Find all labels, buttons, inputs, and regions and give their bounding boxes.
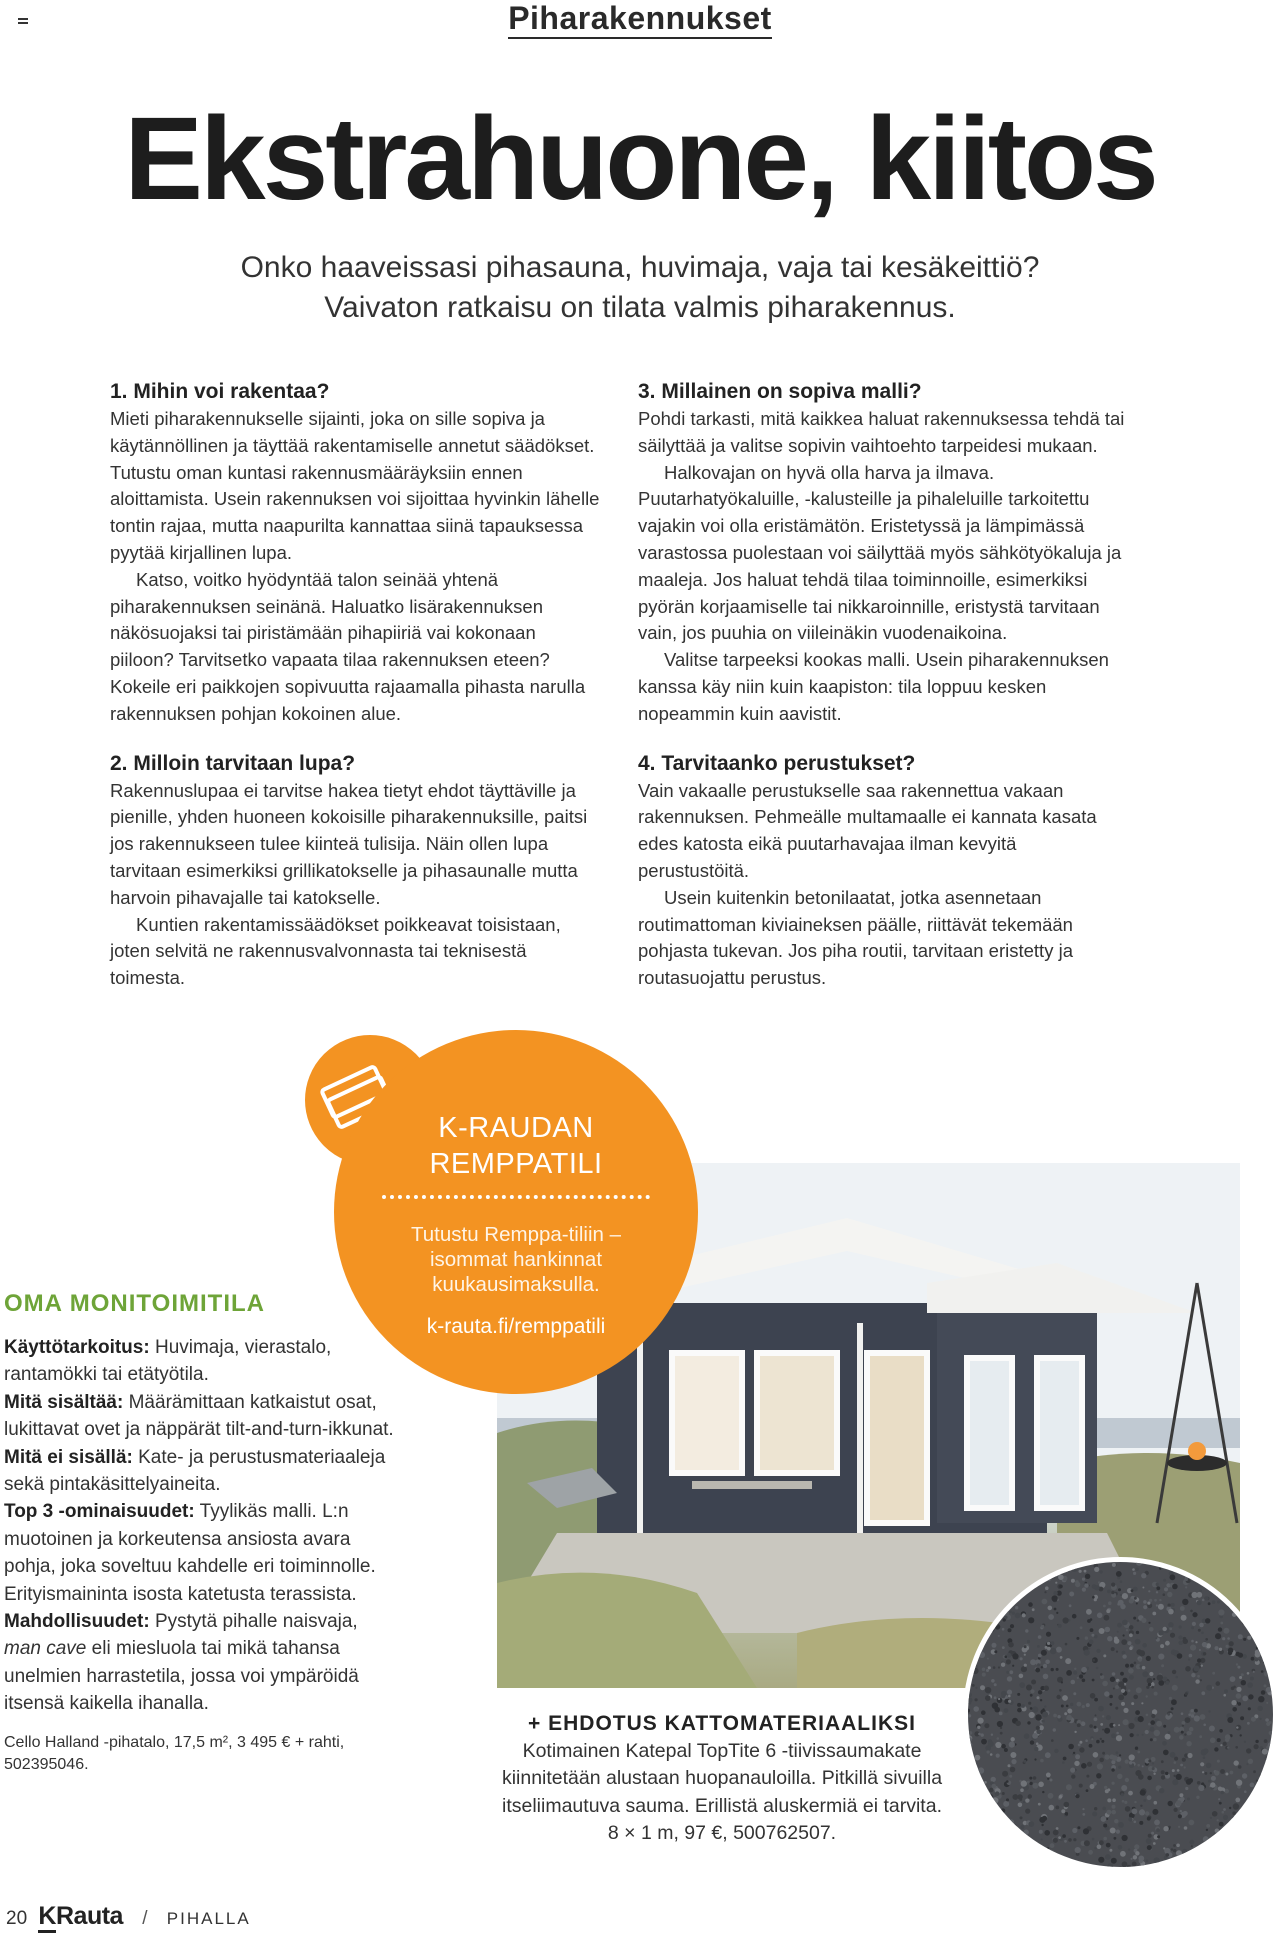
section-heading-1: 1. Mihin voi rakentaa? [110, 380, 330, 403]
article-column-left [110, 378, 600, 992]
sidebar-top3: Top 3 -ominaisuudet: Tyylikäs malli. L:n muotoinen ja korkeutensa ansiosta avara pohja, joka soveltuu kahdelle eri toiminnolle. Erityismaininta isosta katetusta terassista. [4, 1501, 376, 1605]
krauta-logo: KRauta [38, 1902, 123, 1933]
product-caption: Cello Halland -pihatalo, 17,5 m², 3 495 € + rahti, 502395046. [4, 1733, 345, 1774]
roof-title: + EHDOTUS KATTOMATERIAALIKSI [528, 1712, 916, 1735]
promo-text: Tutustu Remppa-tiliin – isommat hankinnat kuukausimaksulla. [410, 1223, 622, 1296]
section-4-paragraph-2: Usein kuitenkin betonilaatat, jotka asennetaan routimattoman kiviaineksen päälle, riittävät tekemään pohjasta tukevan. Jos piha routii, tarvitaan eristetty ja routasuojattu perustus. [638, 886, 1073, 989]
section-3-paragraph-1: Pohdi tarkasti, mitä kaikkea haluat rakennuksessa tehdä tai säilyttää ja valitse sopivin vaihtoehto tarpeidesi mukaan. [638, 408, 1125, 456]
footer-section-tag: PIHALLA [166, 1909, 251, 1928]
section-heading-2: 2. Milloin tarvitaan lupa? [110, 751, 356, 775]
roof-text: Kotimainen Katepal TopTite 6 -tiivissaumakate kiinnitetään alustaan huopanauloilla. Pitkillä sivuilla itseliimautuva sauma. Erillistä aluskermiä ei tarvita. 8 × 1 m, 97 €, 500762507. [501, 1740, 943, 1845]
sidebar-title: OMA MONITOIMITILA [4, 1290, 265, 1317]
section-2-paragraph-2: Kuntien rakentamissäädökset poikkeavat toisistaan, joten selvitä ne rakennusvalvonnasta tai teknisestä toimesta. [110, 913, 561, 989]
promo-title: K-RAUDAN REMPPATILI [429, 1112, 603, 1180]
section-2-paragraph-1: Rakennuslupaa ei tarvitse hakea tietyt ehdot täyttäville ja pienille, yhden huoneen kokoisille piharakennuksille, paitsi jos rakennukseen tulee kiinteä tulisija. Näin ollen lupa tarvitaan esimerkiksi grillikatokselle ja pihasaunalle mutta harvoin pihavajalle tai katokselle. [110, 779, 588, 908]
section-heading-4: 4. Tarvitaanko perustukset? [638, 751, 916, 775]
section-header: Piharakennukset [0, 0, 1280, 37]
sidebar-body [4, 1334, 396, 1718]
sidebar-excludes: Mitä ei sisällä: Kate- ja perustusmateriaaleja sekä pintakäsittelyaineita. [4, 1446, 386, 1496]
subtitle-line-2: Vaivaton ratkaisu on tilata valmis piharakennus. [324, 291, 956, 324]
section-3-paragraph-3: Valitse tarpeeksi kookas malli. Usein piharakennuksen kanssa käy niin kuin kaapiston: tila loppuu kesken nopeammin kuin aavistit. [638, 649, 1109, 724]
sidebar-includes: Mitä sisältää: Määrämittaan katkaistut osat, lukittavat ovet ja näppärät tilt-and-turn-ikkunat. [4, 1391, 394, 1441]
promo-link[interactable]: k-rauta.fi/remppatili [426, 1315, 606, 1338]
roof-material-swatch [963, 1557, 1278, 1872]
product-sidebar [4, 1290, 396, 1777]
sidebar-options: Mahdollisuudet: Pystytä pihalle naisvaja, man cave eli miesluola tai mikä tahansa unelmien harrastetila, jossa voi ympäröidä itsensä kaikella ihanalla. [4, 1611, 359, 1715]
section-1-paragraph-1: Mieti piharakennukselle sijainti, joka on sille sopiva ja käytännöllinen ja täyttää rakentamiselle annetut säädökset. Tutustu oman kuntasi rakennusmääräyksiin ennen aloittamista. Usein rakennuksen voi sijoittaa hyvinkin lähelle tontin rajaa, mutta naapurilta kannattaa siinä tapauksessa pyytää kirjallinen lupa. [110, 408, 600, 563]
section-4-paragraph-1: Vain vakaalle perustukselle saa rakennettua vakaan rakennuksen. Pehmeälle multamaalle ei kannata kasata edes katosta eikä puutarhavajaa ilman kevyitä perustustöitä. [638, 779, 1097, 881]
section-heading-3: 3. Millainen on sopiva malli? [638, 380, 922, 403]
sidebar-usage: Käyttötarkoitus: Huvimaja, vierastalo, rantamökki tai etätyötila. [4, 1337, 332, 1386]
roof-suggestion [497, 1710, 947, 1848]
page-title: Ekstrahuone, kiitos [124, 93, 1156, 225]
subtitle [140, 248, 1140, 328]
section-3-paragraph-2: Halkovajan on hyvä olla harva ja ilmava. Puutarhatyökaluille, -kalusteille ja pihaleluille tarkoitettu vajakin voi olla eristämätön. Eristetyssä ja lämpimässä varastossa puolestaan voi säilyttää myös sähkötyökaluja ja maaleja. Jos haluat tehdä tilaa toiminnoille, esimerkiksi pyörän korjaamiselle tai nikkaroinnille, eristystä tarvitaan vain, jos puuhia on viileinäkin vuodenaikoina. [638, 461, 1122, 644]
article-column-right [638, 378, 1128, 992]
subtitle-line-1: Onko haaveissasi pihasauna, huvimaja, vaja tai kesäkeittiö? [240, 251, 1040, 284]
page-footer: 20 KRauta / PIHALLA [6, 1902, 251, 1931]
promo-divider [382, 1195, 650, 1199]
section-1-paragraph-2: Katso, voitko hyödyntää talon seinää yhtenä piharakennuksen seinänä. Haluatko lisärakennuksen näkösuojaksi tai piristämään pihapiiriä vai kokonaan piiloon? Tarvitsetko vapaata tilaa rakennuksen eteen? Kokeile eri paikkojen sopivuutta rajaamalla pihasta narulla rakennuksen pohjan kokoinen alue. [110, 568, 586, 724]
page-number: 20 [6, 1908, 28, 1929]
